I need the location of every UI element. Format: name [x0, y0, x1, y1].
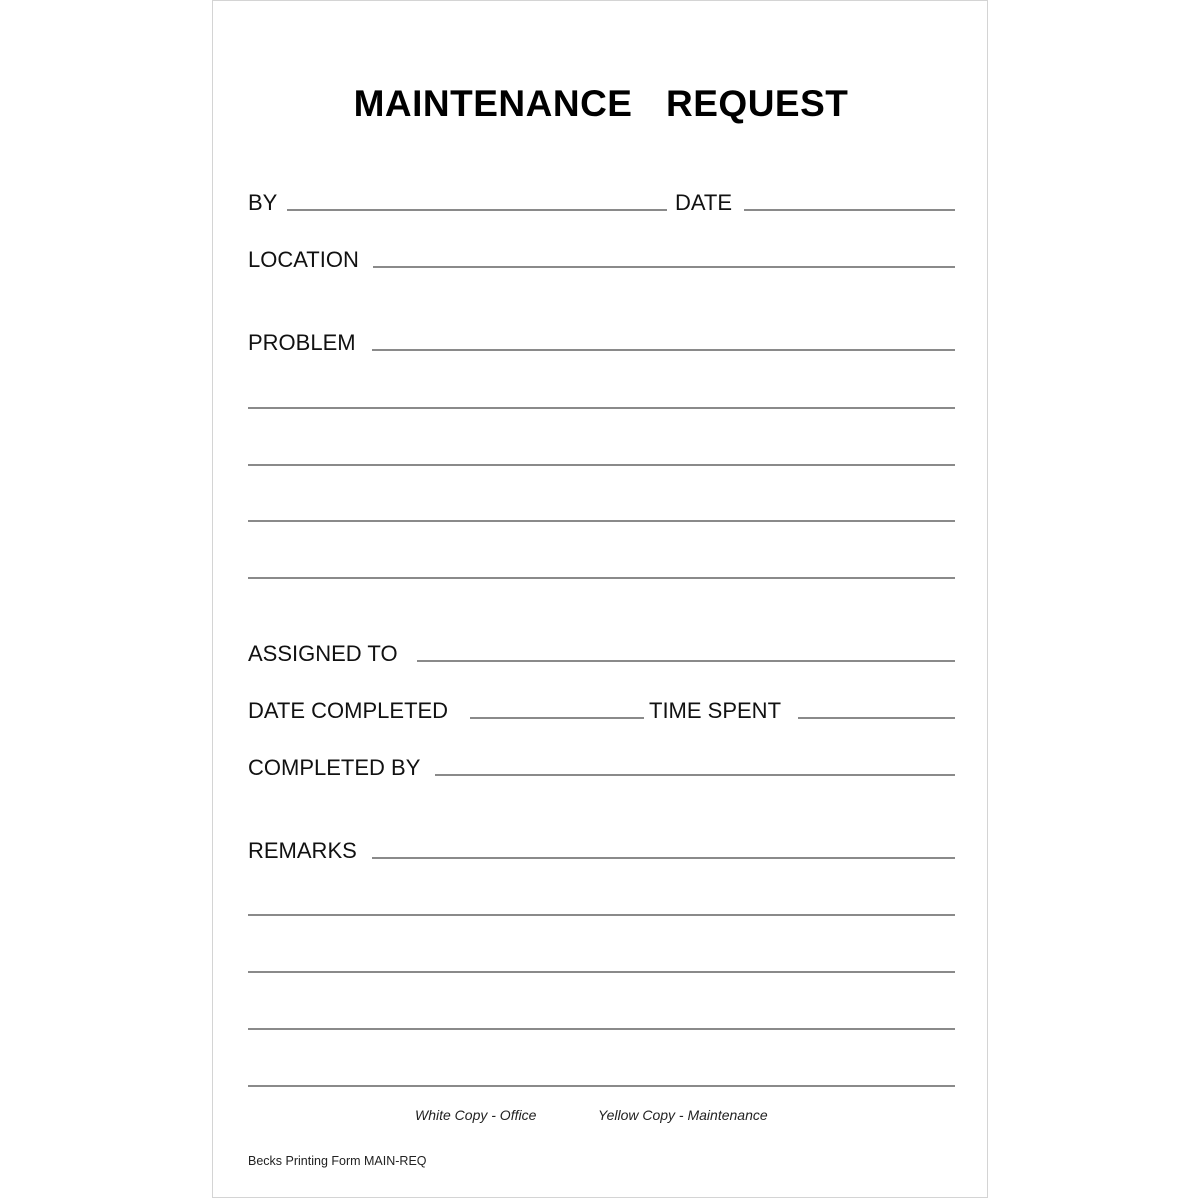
remarks-label: REMARKS	[248, 838, 357, 863]
white-copy-note: White Copy - Office	[415, 1107, 537, 1123]
form-footer: Becks Printing Form MAIN-REQ	[248, 1154, 427, 1168]
remarks-line-2[interactable]	[248, 914, 955, 916]
location-line[interactable]	[373, 266, 955, 268]
assigned-to-line[interactable]	[417, 660, 955, 662]
date-completed-line[interactable]	[470, 717, 644, 719]
time-spent-label: TIME SPENT	[649, 698, 782, 723]
time-spent-line[interactable]	[798, 717, 955, 719]
problem-line[interactable]	[372, 349, 955, 351]
problem-line-4[interactable]	[248, 520, 955, 522]
completed-by-line[interactable]	[435, 774, 955, 776]
problem-label: PROBLEM	[248, 330, 356, 355]
date-line[interactable]	[744, 209, 955, 211]
assigned-to-label: ASSIGNED TO	[248, 641, 398, 666]
problem-line-5[interactable]	[248, 577, 955, 579]
date-completed-label: DATE COMPLETED	[248, 698, 449, 723]
completed-by-label: COMPLETED BY	[248, 755, 421, 780]
remarks-line-3[interactable]	[248, 971, 955, 973]
remarks-line[interactable]	[372, 857, 955, 859]
location-label: LOCATION	[248, 247, 359, 272]
remarks-line-4[interactable]	[248, 1028, 955, 1030]
by-line[interactable]	[287, 209, 667, 211]
by-label: BY	[248, 190, 278, 215]
form-sheet	[212, 0, 988, 1198]
date-label: DATE	[675, 190, 733, 215]
form-title: MAINTENANCE REQUEST	[353, 83, 849, 124]
problem-line-2[interactable]	[248, 407, 955, 409]
remarks-line-5[interactable]	[248, 1085, 955, 1087]
problem-line-3[interactable]	[248, 464, 955, 466]
yellow-copy-note: Yellow Copy - Maintenance	[598, 1107, 768, 1123]
